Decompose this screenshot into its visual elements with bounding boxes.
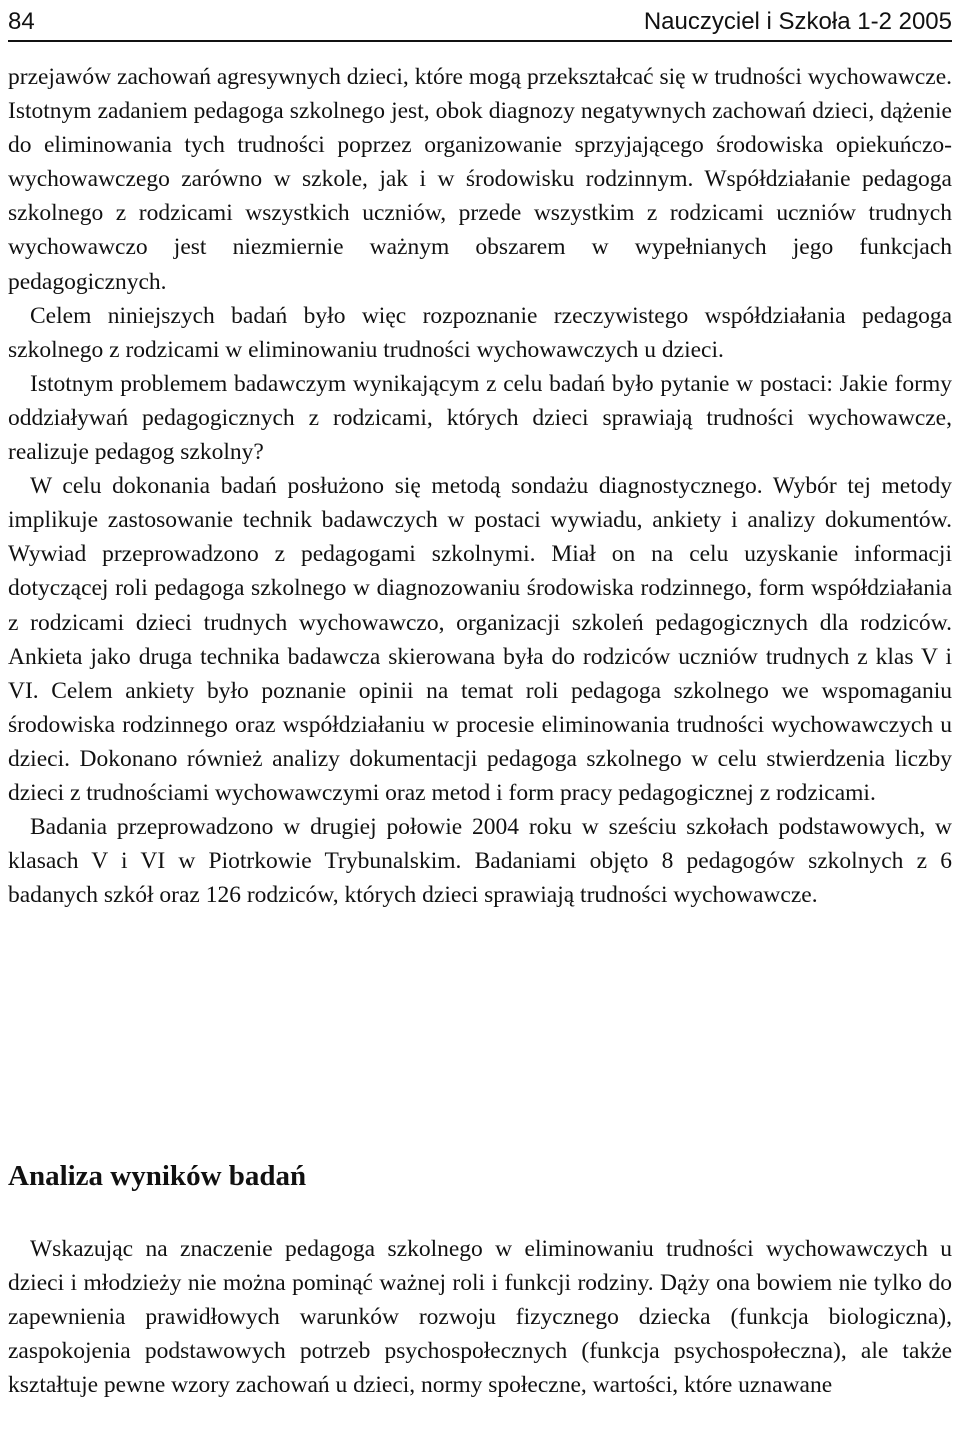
section-heading: Analiza wyników badań — [8, 1160, 307, 1192]
page-number: 84 — [8, 8, 35, 35]
journal-title: Nauczyciel i Szkoła 1-2 2005 — [643, 8, 952, 35]
paragraph-5: Badania przeprowadzono w drugiej połowie 2004 roku w sześciu szkołach podstawowych, w klasach V i VI w Piotrkowie Trybunalskim. Badaniami objęto 8 pedagogów szkolnych z 6 badanych szkół oraz 126 rodziców, których dzieci sprawiają trudności wychowawcze. — [8, 814, 952, 909]
running-header — [8, 6, 952, 42]
paragraph-3: Istotnym problemem badawczym wynikającym z celu badań było pytanie w postaci: Jakie formy oddziaływań pedagogicznych z rodzicami, których dzieci sprawiają trudności wychowawcze, realizuje pedagog szkolny? — [8, 370, 952, 466]
paragraph-2: Celem niniejszych badań było więc rozpoznanie rzeczywistego współdziałania pedagoga szkolnego z rodzicami w eliminowaniu trudności wychowawczych u dzieci. — [8, 302, 952, 363]
paragraph-1: przejawów zachowań agresywnych dzieci, które mogą przekształcać się w trudności wychowawcze. Istotnym zadaniem pedagoga szkolnego jest, obok diagnozy negatywnych zachowań dzieci, dążenie do eliminowania tych trudności poprzez organizowanie sprzyjającego środowiska opiekuńczo-wychowawczego zarówno w szkole, jak i w środowisku rodzinnym. Współdziałanie pedagoga szkolnego z rodzicami wszystkich uczniów, przede wszystkim z rodzicami uczniów trudnych wychowawczo jest niezmiernie ważnym obszarem w wypełnianych jego funkcjach pedagogicznych. — [8, 64, 952, 295]
section-text — [8, 1232, 952, 1402]
paragraph-4: W celu dokonania badań posłużono się metodą sondażu diagnostycznego. Wybór tej metody implikuje zastosowanie technik badawczych w postaci wywiadu, ankiety i analizy dokumentów. Wywiad przeprowadzono z pedagogami szkolnymi. Miał on na celu uzyskanie informacji dotyczącej roli pedagoga szkolnego w diagnozowaniu środowiska rodzinnego, form współdziałania z rodzicami dzieci trudnych wychowawczo, organizacji szkoleń pedagogicznych dla rodziców. Ankieta jako druga technika badawcza skierowana była do rodziców uczniów trudnych z klas V i VI. Celem ankiety było poznanie opinii na temat roli pedagoga szkolnego we wspomaganiu środowiska rodzinnego oraz współdziałaniu w procesie eliminowania trudności wychowawczych u dzieci. Dokonano również analizy dokumentacji pedagoga szkolnego w celu stwierdzenia liczby dzieci z trudnościami wychowawczymi oraz metod i form pracy pedagogicznej z rodzicami. — [8, 473, 952, 806]
body-text — [8, 60, 952, 912]
section-paragraph: Wskazując na znaczenie pedagoga szkolnego w eliminowaniu trudności wychowawczych u dzieci i młodzieży nie można pominąć ważnej roli i funkcji rodziny. Dąży ona bowiem nie tylko do zapewnienia prawidłowych warunków rozwoju fizycznego dziecka (funkcja biologiczna), zaspokojenia podstawowych potrzeb psychospołecznych (funkcja psychospołeczna), ale także kształtuje pewne wzory zachowań u dzieci, normy społeczne, wartości, które uznawane — [8, 1236, 952, 1399]
